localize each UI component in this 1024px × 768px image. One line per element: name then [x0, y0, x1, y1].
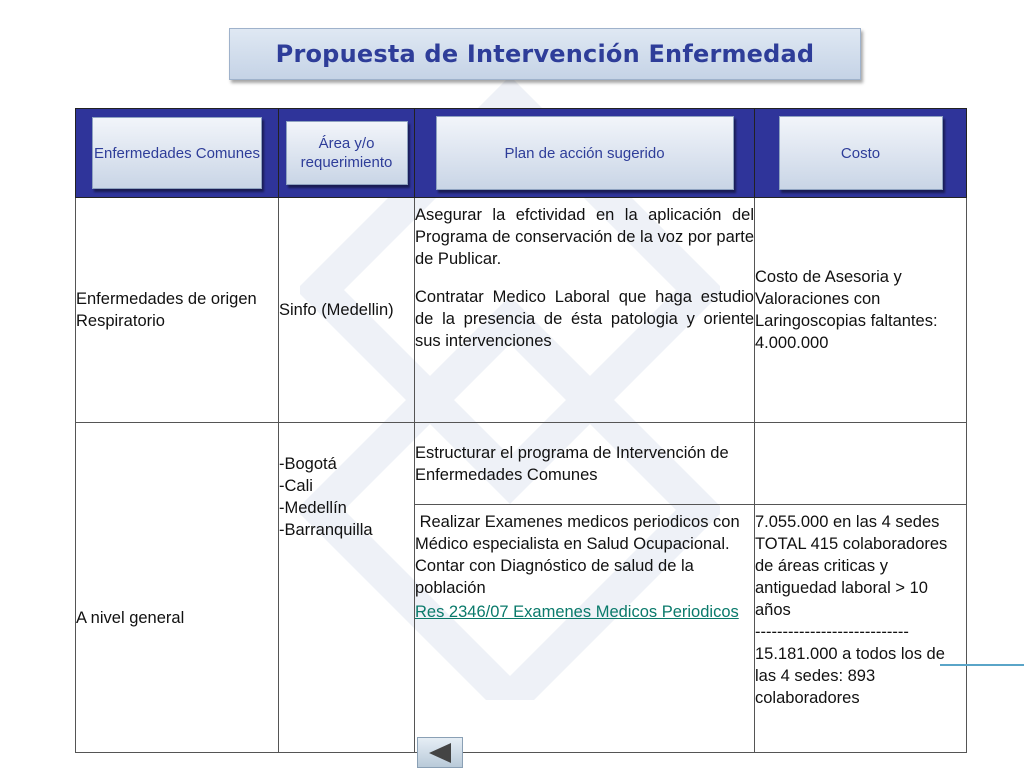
page-title-banner [229, 28, 861, 80]
table-row [76, 198, 967, 423]
area-cell [279, 423, 415, 753]
plan-text: Contar con Diagnóstico de salud de la población [415, 557, 694, 597]
header-cell [76, 109, 279, 198]
header-cost: Costo [779, 116, 943, 190]
area-cell: Sinfo (Medellin) [279, 198, 415, 423]
area-item: -Medellín [279, 499, 347, 517]
area-item: -Cali [279, 477, 313, 495]
res-2346-link[interactable]: Res 2346/07 Examenes Medicos Periodicos [415, 603, 739, 621]
plan-cell [415, 505, 755, 753]
header-diseases: Enfermedades Comunes [92, 117, 262, 189]
cost-cell [755, 505, 967, 753]
decorative-line [940, 664, 1024, 666]
area-item: -Barranquilla [279, 521, 373, 539]
header-cell [415, 109, 755, 198]
cost-separator: ---------------------------- [755, 623, 909, 641]
plan-text: Contratar Medico Laboral que haga estudio de la presencia de ésta patologia y oriente sus intervenciones [415, 288, 754, 350]
intervention-table [75, 108, 967, 753]
header-plan: Plan de acción sugerido [436, 116, 734, 190]
table-row [76, 423, 967, 505]
header-cell [755, 109, 967, 198]
back-button[interactable] [417, 737, 463, 768]
disease-cell: Enfermedades de origen Respiratorio [76, 198, 279, 423]
cost-cell: Costo de Asesoria y Valoraciones con Laringoscopias faltantes: 4.000.000 [755, 198, 967, 423]
back-arrow-icon [427, 742, 453, 764]
disease-cell [76, 423, 279, 753]
table-header-row [76, 109, 967, 198]
area-item: -Bogotá [279, 455, 337, 473]
header-cell [279, 109, 415, 198]
plan-cell [415, 198, 755, 423]
plan-cell: Estructurar el programa de Intervención de Enfermedades Comunes [415, 423, 755, 505]
page-title: Propuesta de Intervención Enfermedad [275, 40, 815, 68]
disease-text: A nivel general [76, 608, 185, 627]
cost-text: 7.055.000 en las 4 sedes TOTAL 415 colaboradores de áreas criticas y antiguedad laboral > 10 años [755, 513, 948, 619]
header-area: Área y/o requerimiento [286, 121, 408, 185]
cost-cell [755, 423, 967, 505]
plan-text: Realizar Examenes medicos periodicos con Médico especialista en Salud Ocupacional. [415, 513, 745, 553]
plan-text: Asegurar la efctividad en la aplicación del Programa de conservación de la voz por parte de Publicar. [415, 206, 754, 268]
cost-text: 15.181.000 a todos los de las 4 sedes: 893 colaboradores [755, 645, 945, 707]
